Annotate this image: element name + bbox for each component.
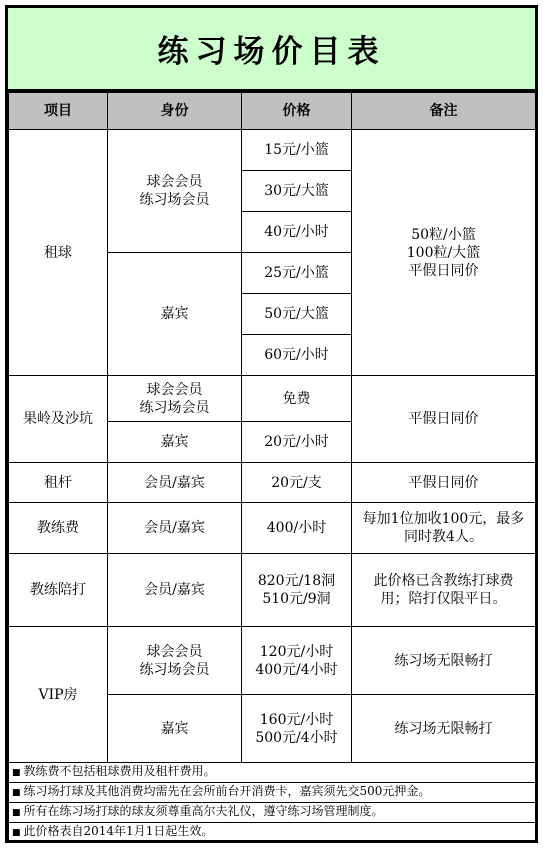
item-coach-play: 教练陪打 [9,554,108,627]
footnote-text: 教练费不包括租球费用及租杆费用。 [23,764,216,778]
identity-line: 球会会员 [146,381,203,398]
note-line: 100粒/大篮 [406,244,481,261]
identity-cell: 会员/嘉宾 [108,554,242,627]
identity-line: 练习场会员 [139,661,210,678]
footnote-text: 练习场打球及其他消费均需先在会所前台开消费卡，嘉宾须先交500元押金。 [23,784,431,798]
price-line: 120元/小时 [259,643,334,660]
footnote-row [9,823,536,843]
header-note: 备注 [352,93,536,130]
bullet-icon: ■ [12,768,21,778]
price-cell [242,554,352,627]
identity-member [108,130,242,253]
price-cell: 30元/大篮 [242,171,352,212]
note-coach-fee [352,503,536,554]
identity-line: 练习场会员 [139,399,210,416]
footnote-row [9,763,536,783]
note-vip-member: 练习场无限畅打 [352,627,536,695]
note-line: 平假日同价 [408,262,479,279]
price-cell: 25元/小篮 [242,253,352,294]
price-line: 500元/4小时 [255,729,338,746]
footnote-row [9,803,536,823]
table-header-row [9,93,536,130]
bullet-icon: ■ [12,828,21,838]
item-club-rental: 租杆 [9,463,108,503]
price-line: 510元/9洞 [262,591,331,607]
table-row [9,376,536,422]
price-cell: 20元/小时 [242,422,352,463]
note-bunker: 平假日同价 [352,376,536,463]
note-coach-play [352,554,536,627]
header-item: 项目 [9,93,108,130]
bullet-icon: ■ [12,808,21,818]
identity-line: 球会会员 [146,643,203,660]
identity-line: 球会会员 [146,174,203,190]
note-cell: 平假日同价 [352,463,536,503]
item-coach-fee: 教练费 [9,503,108,554]
price-cell: 20元/支 [242,463,352,503]
note-line: 每加1位加收100元，最多 [362,511,525,527]
note-vip-guest: 练习场无限畅打 [352,695,536,763]
price-cell: 60元/小时 [242,335,352,376]
price-cell: 50元/大篮 [242,294,352,335]
footnote-text: 此价格表自2014年1月1日起生效。 [23,824,214,838]
header-price: 价格 [242,93,352,130]
footnote-text: 所有在练习场打球的球友须尊重高尔夫礼仪，遵守练习场管理制度。 [23,804,384,818]
footnote-row [9,783,536,803]
page-title: 练习场价目表 [8,8,535,92]
identity-member [108,627,242,695]
price-cell: 免费 [242,376,352,422]
identity-guest: 嘉宾 [108,422,242,463]
identity-cell: 会员/嘉宾 [108,463,242,503]
note-line: 50粒/小篮 [411,226,476,243]
price-cell [242,627,352,695]
note-line: 同时教4人。 [404,529,483,545]
note-line: 此价格已含教练打球费 [373,573,514,589]
table-row [9,554,536,627]
table-row [9,130,536,171]
identity-guest: 嘉宾 [108,253,242,376]
table-row [9,627,536,695]
price-cell [242,695,352,763]
bullet-icon: ■ [12,788,21,798]
item-vip: VIP房 [9,627,108,763]
price-line: 400元/4小时 [255,661,338,678]
item-rental-ball: 租球 [9,130,108,376]
price-line: 820元/18洞 [257,573,336,589]
price-cell: 15元/小篮 [242,130,352,171]
price-cell: 40元/小时 [242,212,352,253]
table-row [9,503,536,554]
header-identity: 身份 [108,93,242,130]
price-table [8,92,536,843]
identity-cell: 会员/嘉宾 [108,503,242,554]
price-sheet [5,5,538,843]
note-line: 用；陪打仅限平日。 [380,591,507,607]
price-line: 160元/小时 [259,711,334,728]
identity-line: 练习场会员 [139,192,210,208]
identity-member [108,376,242,422]
identity-guest: 嘉宾 [108,695,242,763]
price-cell: 400/小时 [242,503,352,554]
table-row [9,463,536,503]
item-bunker: 果岭及沙坑 [9,376,108,463]
note-rental-ball [352,130,536,376]
